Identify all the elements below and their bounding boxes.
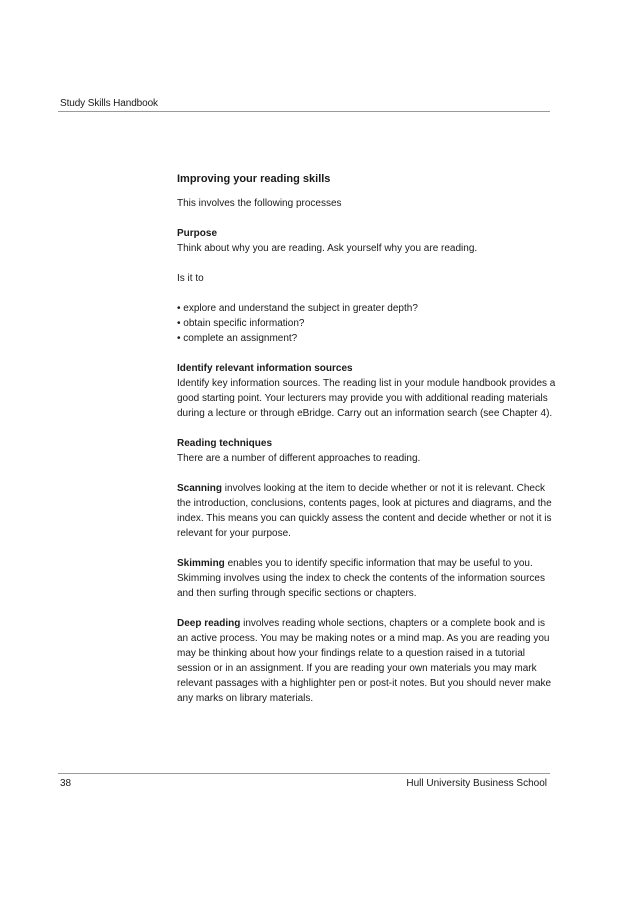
purpose-text: Think about why you are reading. Ask yourself why you are reading. (177, 243, 478, 254)
footer-publisher: Hull University Business School (406, 778, 547, 789)
page-content (177, 172, 557, 706)
deep-reading-paragraph (177, 616, 557, 706)
skimming-term: Skimming (177, 558, 225, 569)
section-title: Improving your reading skills (177, 173, 331, 185)
running-header: Study Skills Handbook (60, 98, 158, 109)
scanning-text: involves looking at the item to decide whether or not it is relevant. Check the introduction, conclusions, contents pages, look at pictures and diagrams, and the index. This means you can quickly assess the content and decide whether or not it is relevant for your purpose. (177, 483, 552, 539)
purpose-question: Is it to (177, 273, 204, 284)
bullet-item: • obtain specific information? (177, 318, 305, 329)
header-divider (58, 111, 550, 112)
skimming-text: enables you to identify specific information that may be useful to you. Skimming involves using the index to check the contents of the information sources and then surfing through specific sections or chapters. (177, 558, 545, 599)
scanning-paragraph (177, 481, 557, 541)
sources-text: Identify key information sources. The reading list in your module handbook provides a good starting point. Your lecturers may provide you with additional reading materials during a lecture or through eBridge. Carry out an information search (see Chapter 4). (177, 378, 556, 419)
sources-heading: Identify relevant information sources (177, 363, 353, 374)
purpose-heading: Purpose (177, 228, 218, 239)
scanning-term: Scanning (177, 483, 223, 494)
techniques-text: There are a number of different approaches to reading. (177, 453, 421, 464)
skimming-paragraph (177, 556, 557, 601)
bullet-item: • explore and understand the subject in greater depth? (177, 303, 418, 314)
techniques-heading: Reading techniques (177, 438, 273, 449)
page-number: 38 (60, 778, 72, 789)
intro-text: This involves the following processes (177, 198, 342, 209)
bullet-item: • complete an assignment? (177, 333, 298, 344)
footer-divider (58, 773, 550, 774)
deep-reading-term: Deep reading (177, 618, 241, 629)
deep-reading-text: involves reading whole sections, chapters or a complete book and is an active process. You may be making notes or a mind map. As you are reading you may be thinking about how your findings relate to a question raised in a tutorial session or in an assignment. If you are reading your own materials you may mark relevant passages with a highlighter pen or post-it notes. But you should never make any marks on library materials. (177, 618, 552, 704)
